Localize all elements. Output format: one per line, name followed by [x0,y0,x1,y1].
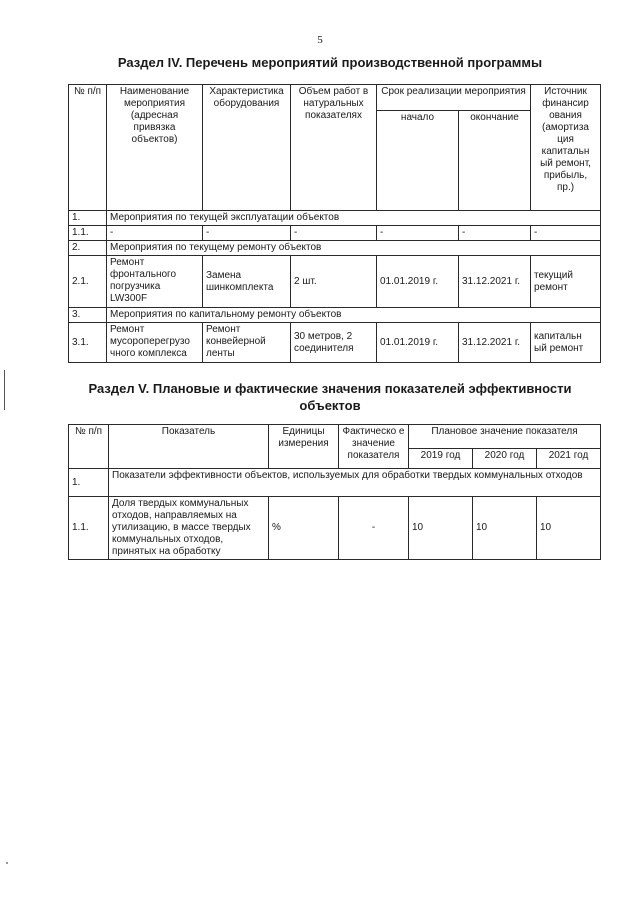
row-actual: - [339,497,409,560]
header-period: Срок реализации мероприятия [377,85,531,111]
row-name: Ремонт фронтального погрузчика LW300F [107,256,203,308]
row-group-label: Мероприятия по текущей эксплуатации объектов [107,211,601,226]
table-row-group [69,241,601,256]
table-row [69,256,601,308]
row-source: капитальн ый ремонт [531,323,601,363]
row-group-label: Мероприятия по капитальному ремонту объектов [107,308,601,323]
table-row-group [69,308,601,323]
row-2021: 10 [537,497,601,560]
row-volume: 30 метров, 2 соединителя [291,323,377,363]
header-units: Единицы измерения [269,425,339,469]
row-group-label: Показатели эффективности объектов, используемых для обработки твердых коммунальных отходов [109,469,601,497]
row-num: 3. [69,308,107,323]
row-start: - [377,226,459,241]
row-num: 2. [69,241,107,256]
row-start: 01.01.2019 г. [377,323,459,363]
row-2020: 10 [473,497,537,560]
row-equipment: - [203,226,291,241]
table-row [69,226,601,241]
page-number: 5 [317,34,323,46]
row-num: 3.1. [69,323,107,363]
row-source: текущий ремонт [531,256,601,308]
row-num: 1. [69,469,109,497]
scan-edge-mark [4,370,5,410]
header-planned: Плановое значение показателя [409,425,601,449]
row-end: 31.12.2021 г. [459,256,531,308]
row-equipment: Замена шинкомплекта [203,256,291,308]
table-row [69,497,601,560]
header-volume: Объем работ в натуральных показателях [291,85,377,211]
row-indicator: Доля твердых коммунальных отходов, направляемых на утилизацию, в массе твердых коммунальных отходов, принятых на обработку [109,497,269,560]
efficiency-indicators-table [68,424,601,560]
row-num: 1. [69,211,107,226]
header-year-2019: 2019 год [409,449,473,469]
row-end: - [459,226,531,241]
production-program-table [68,84,601,363]
header-indicator: Показатель [109,425,269,469]
table-row-group [69,211,601,226]
header-num: № п/п [69,85,107,211]
header-year-2021: 2021 год [537,449,601,469]
row-start: 01.01.2019 г. [377,256,459,308]
scan-speck [6,862,8,864]
row-name: Ремонт мусороперегрузо чного комплекса [107,323,203,363]
section-4-title: Раздел IV. Перечень мероприятий производственной программы [117,55,543,70]
header-name: Наименование мероприятия (адресная привязка объектов) [107,85,203,211]
row-num: 1.1. [69,226,107,241]
row-group-label: Мероприятия по текущему ремонту объектов [107,241,601,256]
row-source: - [531,226,601,241]
row-equipment: Ремонт конвейерной ленты [203,323,291,363]
row-2019: 10 [409,497,473,560]
header-end: окончание [459,111,531,211]
header-equipment: Характеристика оборудования [203,85,291,211]
table-row-group [69,469,601,497]
row-num: 1.1. [69,497,109,560]
header-year-2020: 2020 год [473,449,537,469]
row-num: 2.1. [69,256,107,308]
header-start: начало [377,111,459,211]
row-units: % [269,497,339,560]
row-volume: - [291,226,377,241]
header-actual: Фактическо е значение показателя [339,425,409,469]
section-5-title: Раздел V. Плановые и фактические значения показателей эффективности объектов [88,381,572,413]
table-row [69,323,601,363]
header-num: № п/п [69,425,109,469]
row-volume: 2 шт. [291,256,377,308]
row-end: 31.12.2021 г. [459,323,531,363]
header-source: Источник финансир ования (амортиза ция капитальн ый ремонт, прибыль, пр.) [531,85,601,211]
row-name: - [107,226,203,241]
